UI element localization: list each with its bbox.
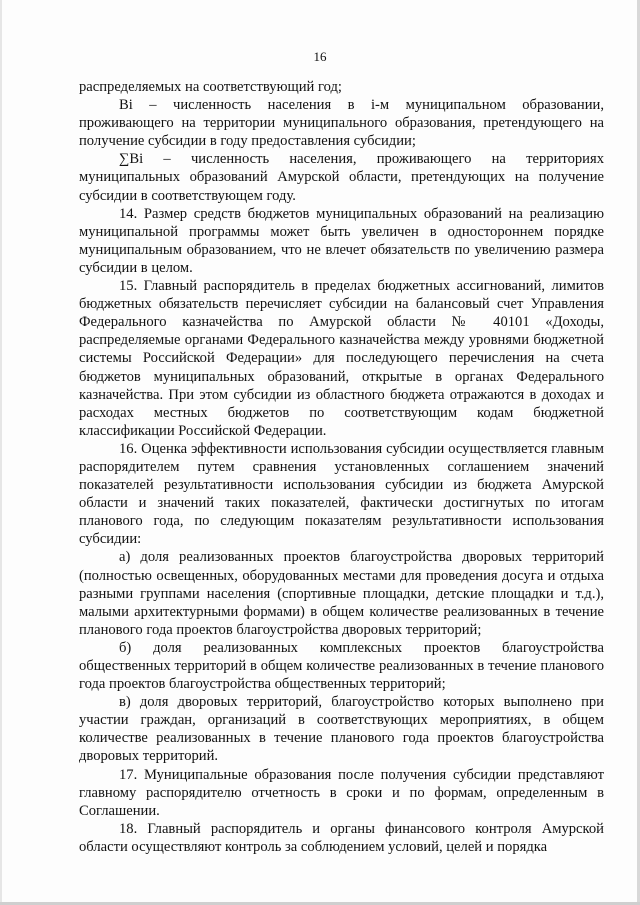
- paragraph-17: 17. Муниципальные образования после получения субсидии представляют главному распорядителю отчетность в сроки и по формам, определенным в Соглашении.: [79, 766, 604, 819]
- paragraph-16-c: в) доля дворовых территорий, благоустройство которых выполнено при участии граждан, организаций в соответствующих мероприятиях, в общем количестве реализованных в течение планового года проектов благоустройства дворовых территорий.: [79, 694, 604, 765]
- paragraph-continuation: распределяемых на соответствующий год;: [79, 79, 342, 95]
- paragraph-16: 16. Оценка эффективности использования субсидии осуществляется главным распорядителем путем сравнения установленных соглашением значений показателей результативности использования субсидии из бюджета Амурской области и значений таких показателей, фактически достигнутых по итогам планового года, по следующим показателям результативности использования субсидии:: [79, 440, 604, 548]
- paragraph-sum-bi-definition: ∑Bi – численность населения, проживающего на территориях муниципальных образований Амурской области, претендующих на получение субсидии в соответствующем году.: [79, 151, 604, 204]
- scan-edge-left: [0, 0, 2, 905]
- page-number: 16: [313, 49, 327, 64]
- paragraph-16-a: а) доля реализованных проектов благоустройства дворовых территорий (полностью освещенных, оборудованных местами для проведения досуга и отдыха разными группами населения (спортивные площадки, детские площадки и т.д.), малыми архитектурными формами) в общем количестве реализованных в течение планового года проектов благоустройства дворовых территорий;: [79, 549, 604, 638]
- paragraph-bi-definition: Bi – численность населения в i-м муниципальном образовании, проживающего на территории муниципального образования, претендующего на получение субсидии в году предоставления субсидии;: [79, 97, 604, 150]
- paragraph-16-b: б) доля реализованных комплексных проектов благоустройства общественных территорий в общем количестве реализованных в течение планового года проектов благоустройства общественных территорий;: [79, 639, 604, 693]
- paragraph-14: 14. Размер средств бюджетов муниципальных образований на реализацию муниципальной программы может быть увеличен в одностороннем порядке муниципальным образованием, что не влечет обязательств по увеличению размера субсидии в целом.: [79, 205, 604, 276]
- paragraph-15: 15. Главный распорядитель в пределах бюджетных ассигнований, лимитов бюджетных обязательств перечисляет субсидии на балансовый счет Управления Федерального казначейства по Амурской области № 40101 «Доходы, распределяемые органами Федерального казначейства между уровнями бюджетной системы Российской Федерации» для последующего перечисления на счета бюджетов муниципальных образований, открытые в органах Федерального казначейства. При этом субсидии из областного бюджета отражаются в доходах и расходах местных бюджетов по соответствующим кодам бюджетной классификации Российской Федерации.: [79, 278, 604, 439]
- paragraph-18: 18. Главный распорядитель и органы финансового контроля Амурской области осуществляют контроль за соблюдением условий, целей и порядка: [79, 820, 604, 855]
- document-body: [79, 78, 604, 856]
